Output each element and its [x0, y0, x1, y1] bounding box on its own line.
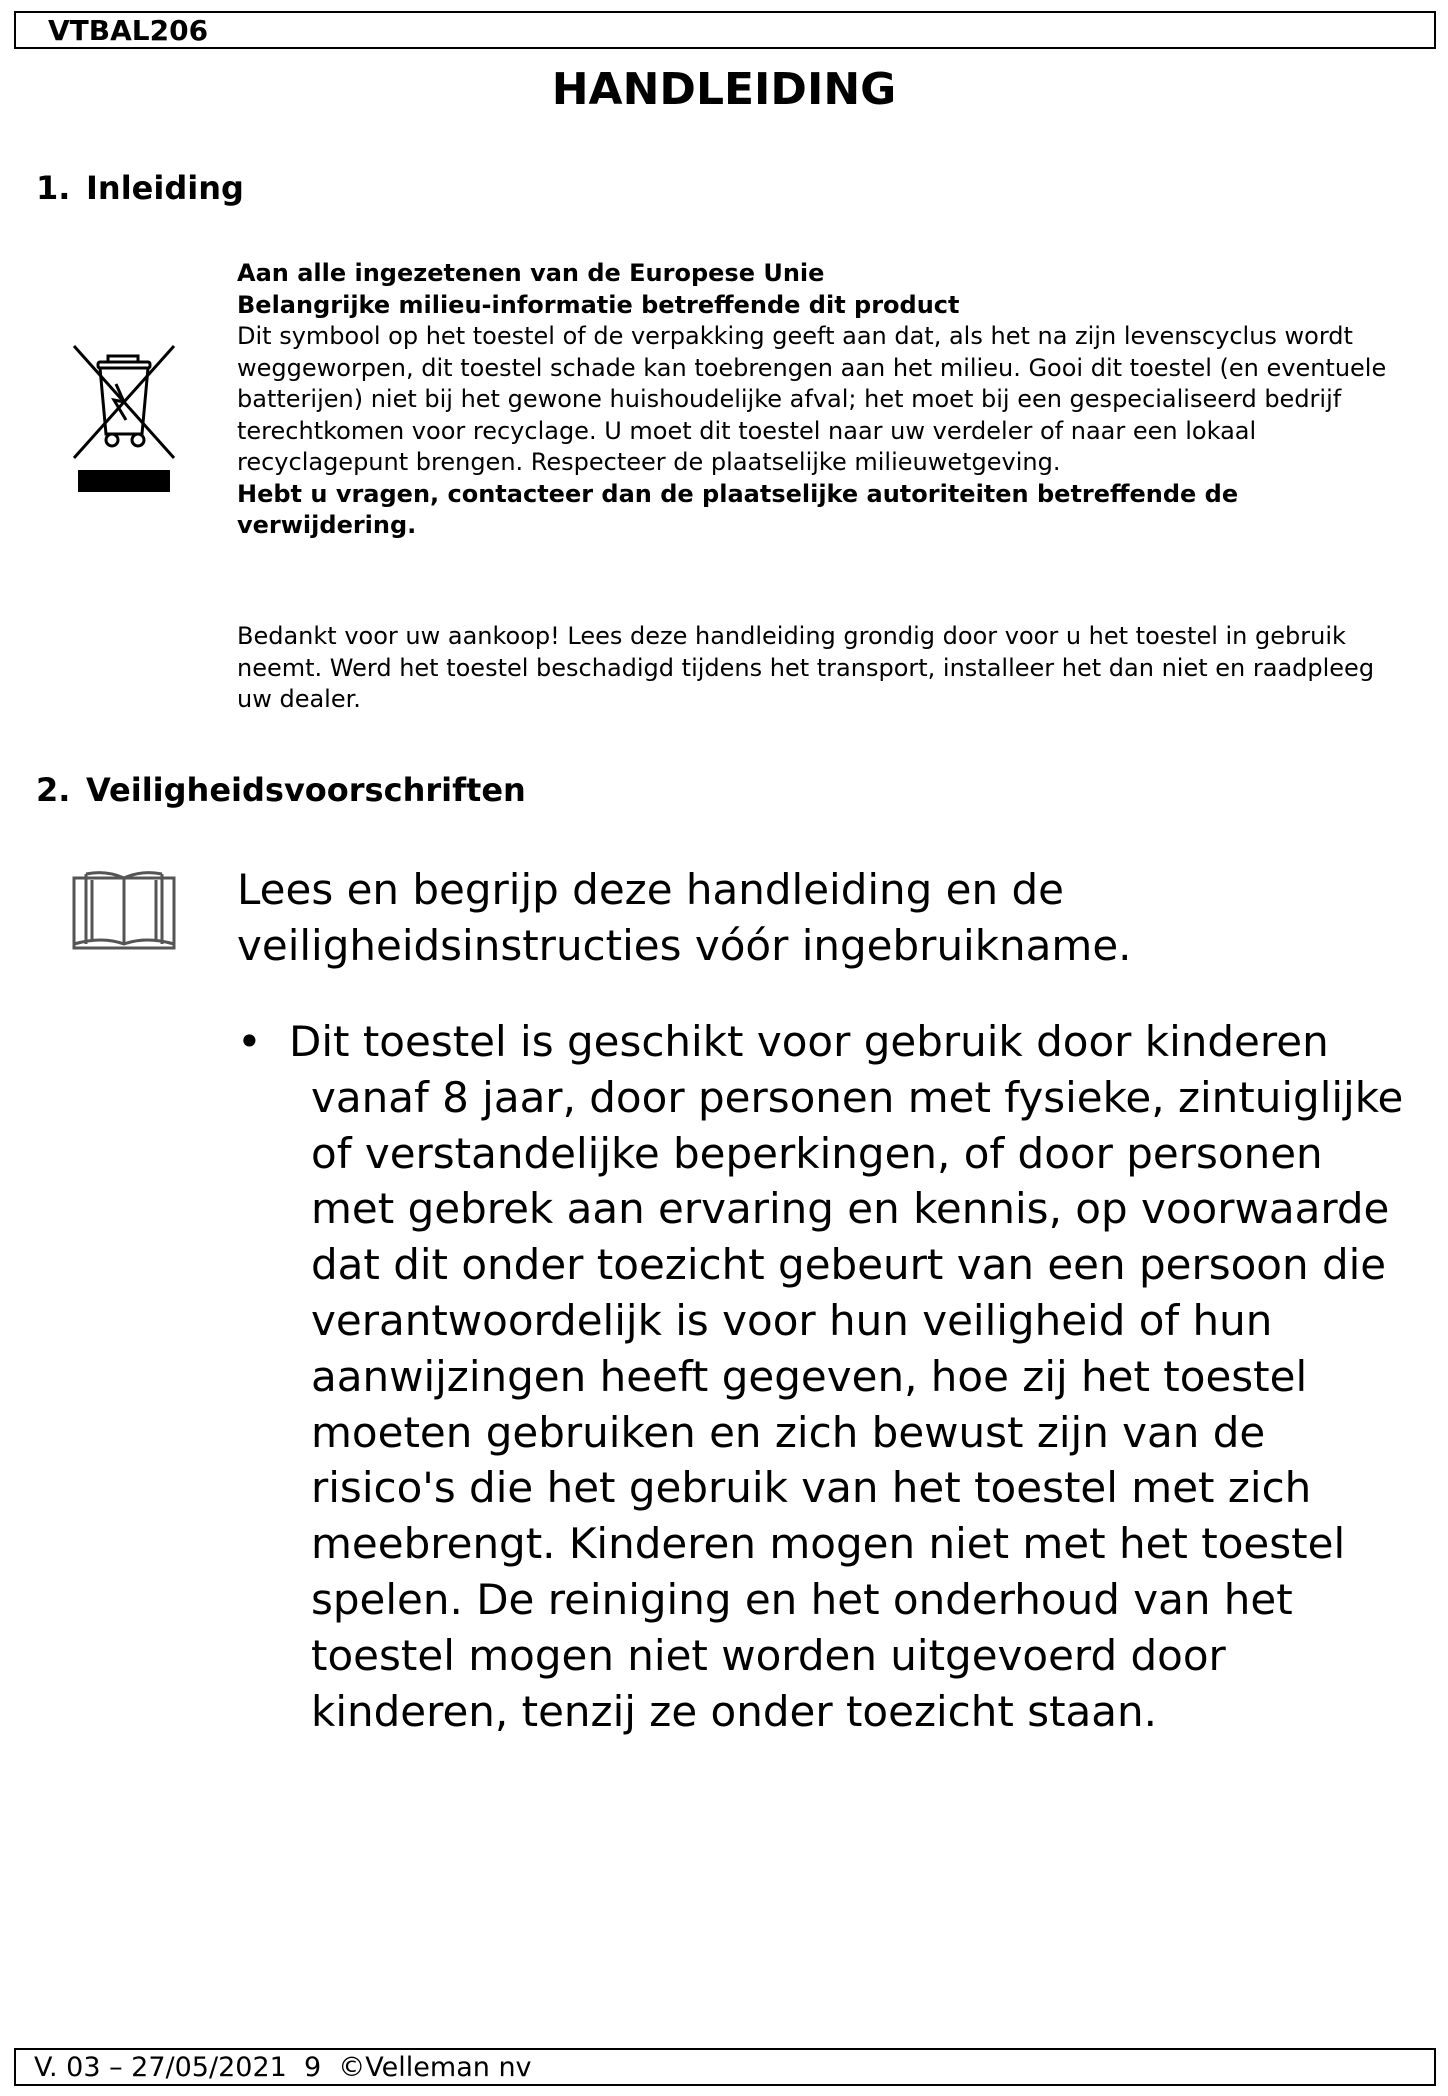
document-title: HANDLEIDING [551, 64, 897, 115]
weee-notice [237, 258, 1387, 542]
section-title: Inleiding [86, 169, 244, 207]
section-number: 1. [36, 169, 71, 207]
page-header [14, 11, 1436, 49]
product-code: VTBAL206 [48, 14, 209, 47]
section-heading-veiligheid [36, 770, 526, 810]
footer-text: V. 03 – 27/05/2021 9 ©Velleman nv [34, 2052, 532, 2083]
weee-line-1: Aan alle ingezetenen van de Europese Unie [237, 259, 825, 287]
page-footer [14, 2048, 1436, 2086]
crossed-out-wheelie-bin-icon [68, 340, 180, 506]
bullet-marker: • [237, 1017, 262, 1066]
weee-line-2: Belangrijke milieu-informatie betreffende dit product [237, 290, 960, 319]
section-number: 2. [36, 771, 71, 809]
weee-question: Hebt u vragen, contacteer dan de plaatselijke autoriteiten betreffende de verwijdering. [237, 479, 1239, 539]
weee-body: Dit symbool op het toestel of de verpakking geeft aan dat, als het na zijn levenscyclus wordt weggeworpen, dit toestel schade kan toebrengen aan het milieu. Gooi dit toestel (en eventuele batterijen) niet bij het gewone huishoudelijke afval; het moet bij een gespecialiseerd bedrijf terechtkomen voor recyclage. U moet dit toestel naar uw verdeler of naar een lokaal recyclagepunt brengen. Respecteer de plaatselijke milieuwetgeving. [237, 322, 1387, 476]
section-heading-inleiding [36, 168, 244, 208]
thanks-paragraph: Bedankt voor uw aankoop! Lees deze handleiding grondig door voor u het toestel in gebruik neemt. Werd het toestel beschadigd tijdens het transport, installeer het dan niet en raadpleeg uw dealer. [237, 622, 1375, 713]
open-book-icon [72, 870, 176, 950]
safety-bullet-text: Dit toestel is geschikt voor gebruik door kinderen vanaf 8 jaar, door personen met fysieke, zintuiglijke of verstandelijke beperkingen, of door personen met gebrek aan ervaring en kennis, op voorwaarde dat dit onder toezicht gebeurt van een persoon die verantwoordelijk is voor hun veiligheid of hun aanwijzingen heeft gegeven, hoe zij het toestel moeten gebruiken en zich bewust zijn van de risico's die het gebruik van het toestel met zich meebrengt. Kinderen mogen niet met het toestel spelen. De reiniging en het onderhoud van het toestel mogen niet worden uitgevoerd door kinderen, tenzij ze onder toezicht staan. [289, 1017, 1404, 1736]
read-manual-notice: Lees en begrijp deze handleiding en de veiligheidsinstructies vóór ingebruikname. [237, 865, 1132, 970]
list-item [237, 1014, 1417, 1739]
section-title: Veiligheidsvoorschriften [86, 771, 526, 809]
